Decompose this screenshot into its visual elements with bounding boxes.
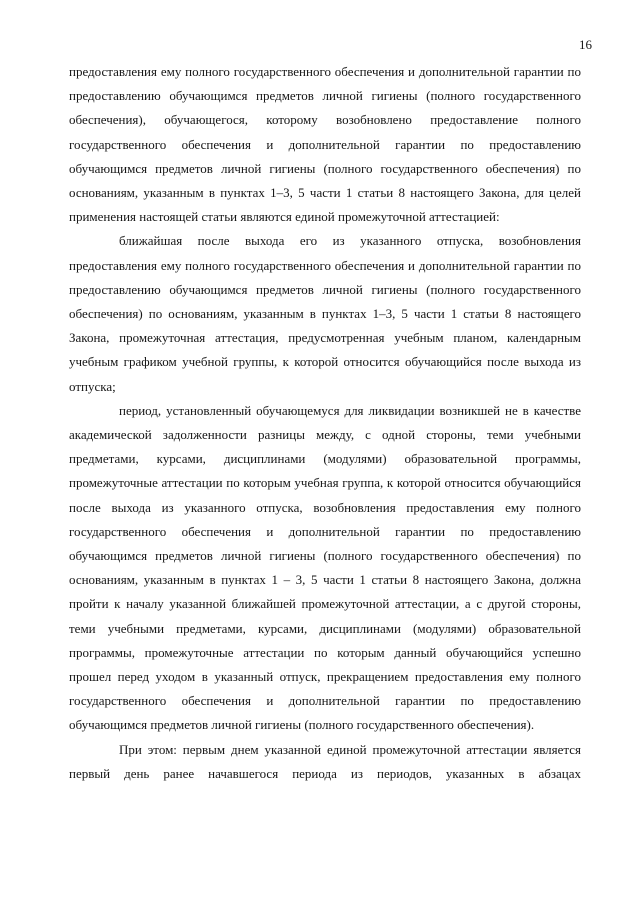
paragraph-nearest-attestation: ближайшая после выхода его из указанного отпуска, возобновления предоставления ему полного государственного обеспечения и дополнительной гарантии по предоставлению обучающимся предметов личной гигиены (полного государственного обеспечения) по основаниям, указанным в пунктах 1–3, 5 части 1 статьи 8 настоящего Закона, промежуточная аттестация, предусмотренная учебным планом, календарным учебным графиком учебной группы, к которой относится обучающийся после выхода из отпуска; [69,233,581,394]
paragraph-first-day: При этом: первым днем указанной единой промежуточной аттестации является первый день ранее начавшегося периода из периодов, указанных в абзацах [69,741,581,781]
page-number: 16 [579,37,592,52]
paragraph-difference-period: период, установленный обучающемуся для ликвидации возникшей не в качестве академической задолженности разницы между, с одной стороны, теми учебными предметами, курсами, дисциплинами (модулями) образовательной программы, промежуточные аттестации по которым учебная группа, к которой относится обучающийся после выхода из указанного отпуска, возобновления предоставления ему полного государственного обеспечения и дополнительной гарантии по предоставлению обучающимся предметов личной гигиены (полного государственного обеспечения) по основаниям, указанным в пунктах 1 – 3, 5 части 1 статьи 8 настоящего Закона, должна пройти к началу указанной ближайшей промежуточной аттестации, а с другой стороны, теми учебными предметами, курсами, дисциплинами (модулями) образовательной программы, промежуточные аттестации по которым данный обучающийся успешно прошел перед уходом в указанный отпуск, прекращением предоставления ему полного государственного обеспечения и дополнительной гарантии по предоставлению обучающимся предметов личной гигиены (полного государственного обеспечения). [69,402,581,733]
document-body [69,60,581,786]
paragraph-continuation: предоставления ему полного государственного обеспечения и дополнительной гарантии по предоставлению обучающимся предметов личной гигиены (полного государственного обеспечения), обучающегося, которому возобновлено предоставление полного государственного обеспечения и дополнительной гарантии по предоставлению обучающимся предметов личной гигиены (полного государственного обеспечения) по основаниям, указанным в пунктах 1–3, 5 части 1 статьи 8 настоящего Закона, для целей применения настоящей статьи являются единой промежуточной аттестацией: [69,64,581,225]
